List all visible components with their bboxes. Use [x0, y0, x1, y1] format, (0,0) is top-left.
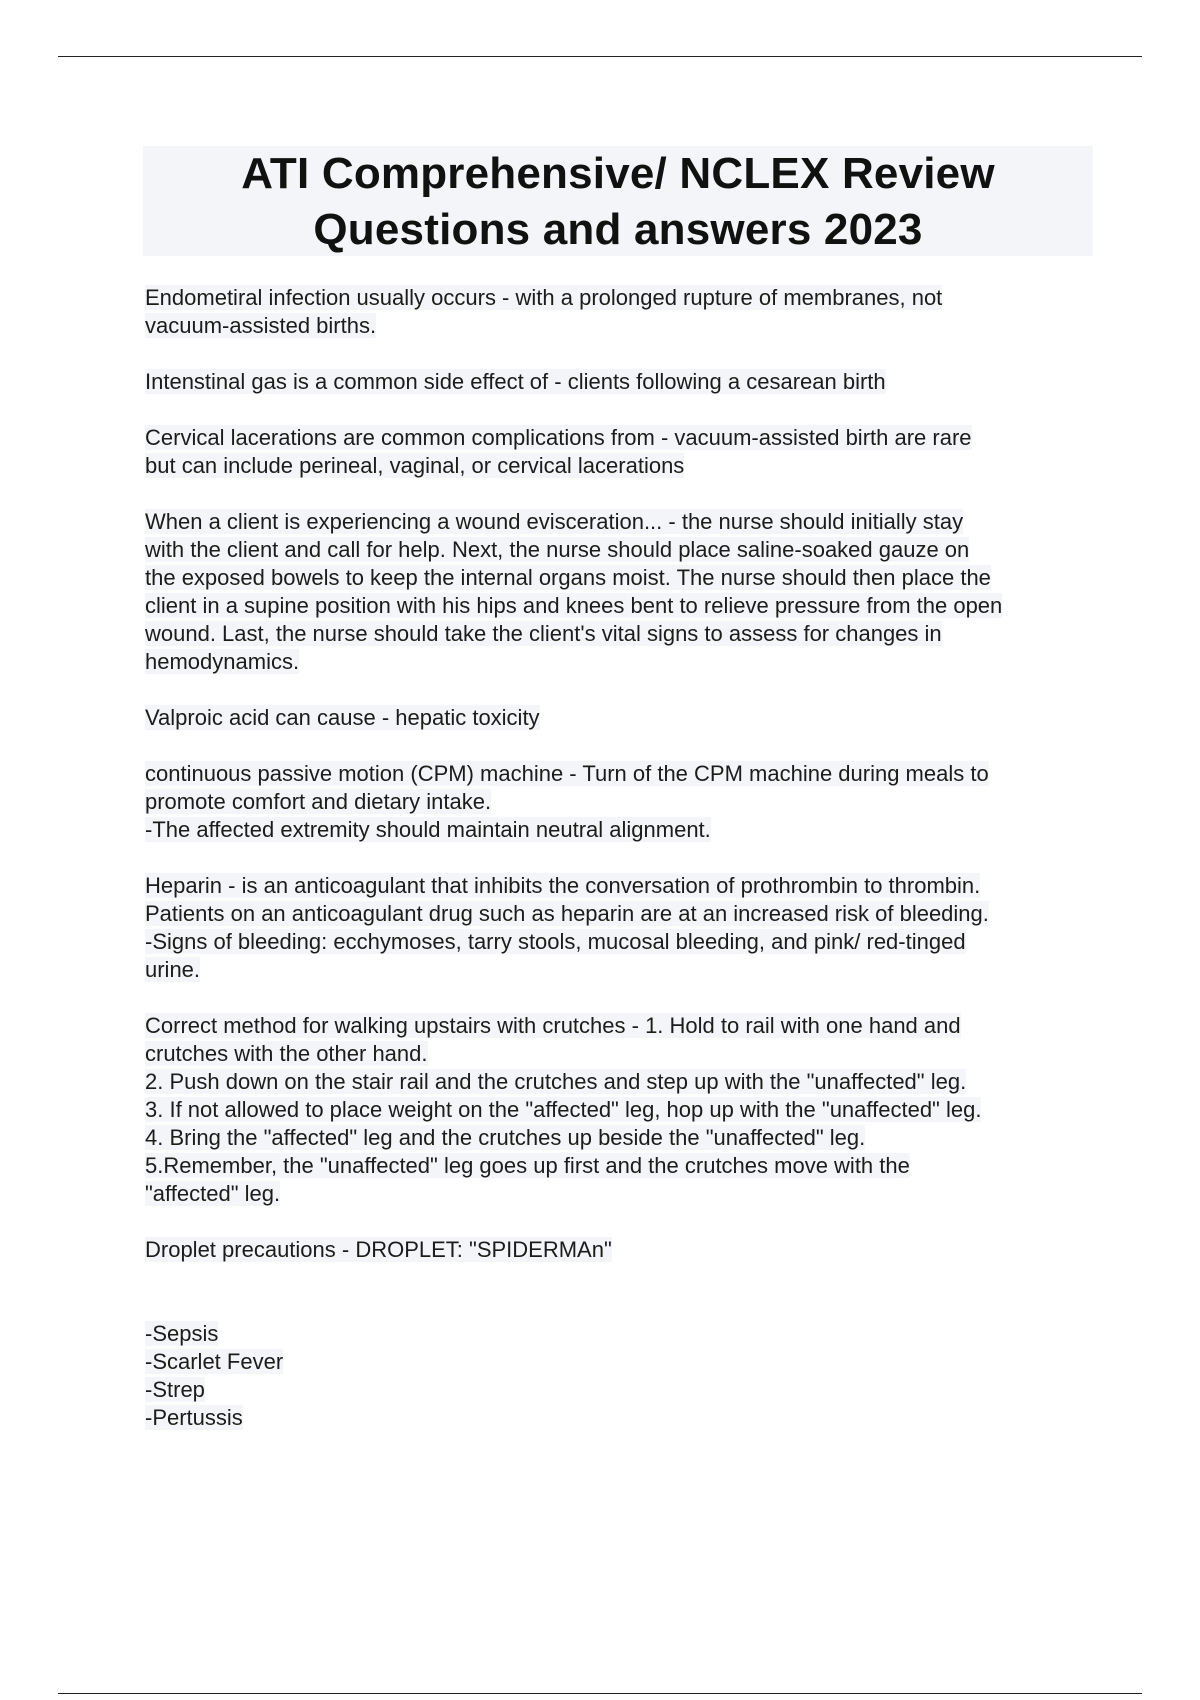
list-item: -Strep — [145, 1377, 205, 1402]
entry-line: Cervical lacerations are common complications from - vacuum-assisted birth are rare — [145, 425, 972, 450]
document-title — [143, 146, 1093, 256]
entry-line: vacuum-assisted births. — [145, 313, 377, 338]
entry-crutches-upstairs — [145, 1012, 1095, 1208]
entry-line: with the client and call for help. Next, the nurse should place saline-soaked gauze on — [145, 537, 970, 562]
entry-line: Endometiral infection usually occurs - with a prolonged rupture of membranes, not — [145, 285, 943, 310]
entry-endometrial-infection — [145, 284, 1095, 340]
entry-cervical-lacerations — [145, 424, 1095, 480]
entry-line: Valproic acid can cause - hepatic toxicity — [145, 705, 540, 730]
entry-line: Correct method for walking upstairs with crutches - 1. Hold to rail with one hand and — [145, 1013, 961, 1038]
document-body — [145, 284, 1095, 1460]
entry-valproic-acid — [145, 704, 1095, 732]
entry-line: -The affected extremity should maintain neutral alignment. — [145, 817, 711, 842]
entry-line: wound. Last, the nurse should take the client's vital signs to assess for changes in — [145, 621, 942, 646]
entry-line: 5.Remember, the "unaffected" leg goes up first and the crutches move with the — [145, 1153, 910, 1178]
entry-line: 3. If not allowed to place weight on the "affected" leg, hop up with the "unaffected" leg. — [145, 1097, 982, 1122]
title-line-2: Questions and answers 2023 — [313, 205, 923, 254]
entry-line: 2. Push down on the stair rail and the crutches and step up with the "unaffected" leg. — [145, 1069, 967, 1094]
spacer — [145, 1292, 1095, 1320]
list-item: -Scarlet Fever — [145, 1349, 284, 1374]
entry-line: the exposed bowels to keep the internal organs moist. The nurse should then place the — [145, 565, 991, 590]
entry-wound-evisceration — [145, 508, 1095, 676]
entry-line: Intenstinal gas is a common side effect of - clients following a cesarean birth — [145, 369, 886, 394]
entry-intestinal-gas — [145, 368, 1095, 396]
top-rule — [58, 56, 1142, 57]
entry-line: 4. Bring the "affected" leg and the crutches up beside the "unaffected" leg. — [145, 1125, 866, 1150]
entry-line: "affected" leg. — [145, 1181, 281, 1206]
entry-line: urine. — [145, 957, 201, 982]
bottom-rule — [58, 1693, 1142, 1694]
entry-line: promote comfort and dietary intake. — [145, 789, 492, 814]
entry-heparin — [145, 872, 1095, 984]
entry-line: crutches with the other hand. — [145, 1041, 428, 1066]
entry-line: When a client is experiencing a wound evisceration... - the nurse should initially stay — [145, 509, 964, 534]
entry-droplet-precautions — [145, 1236, 1095, 1264]
entry-line: hemodynamics. — [145, 649, 300, 674]
entry-line: Patients on an anticoagulant drug such as heparin are at an increased risk of bleeding. — [145, 901, 989, 926]
list-item: -Pertussis — [145, 1405, 243, 1430]
entry-line: client in a supine position with his hips and knees bent to relieve pressure from the open — [145, 593, 1003, 618]
entry-line: Droplet precautions - DROPLET: "SPIDERMAn" — [145, 1237, 612, 1262]
entry-line: continuous passive motion (CPM) machine - Turn of the CPM machine during meals to — [145, 761, 989, 786]
list-item: -Sepsis — [145, 1321, 219, 1346]
entry-line: Heparin - is an anticoagulant that inhibits the conversation of prothrombin to thrombin. — [145, 873, 981, 898]
entry-line: -Signs of bleeding: ecchymoses, tarry stools, mucosal bleeding, and pink/ red-tinged — [145, 929, 966, 954]
title-line-1: ATI Comprehensive/ NCLEX Review — [241, 149, 995, 198]
droplet-list — [145, 1320, 1095, 1432]
entry-cpm-machine — [145, 760, 1095, 844]
entry-line: but can include perineal, vaginal, or cervical lacerations — [145, 453, 685, 478]
